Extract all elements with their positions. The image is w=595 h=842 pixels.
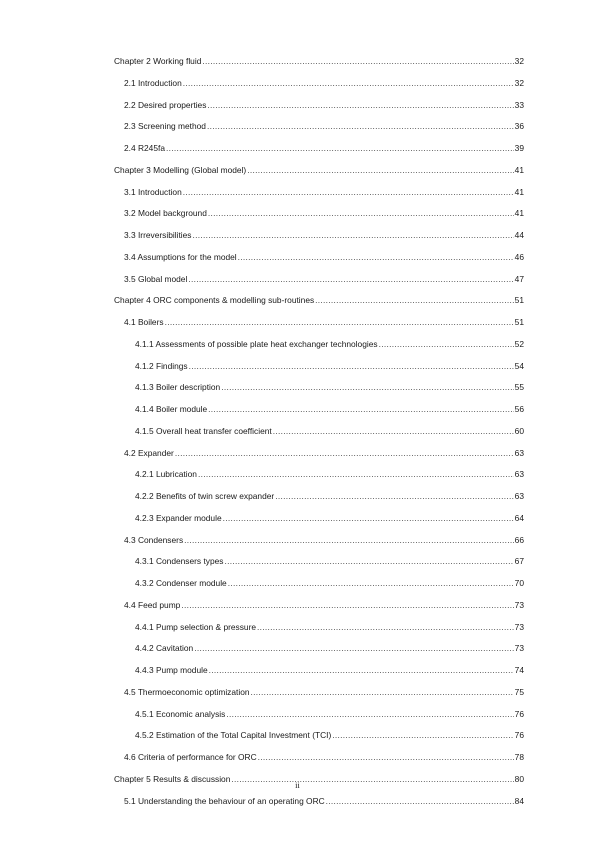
toc-entry[interactable] <box>124 76 524 90</box>
toc-dot-leader <box>257 620 514 634</box>
toc-entry-page: 78 <box>514 752 524 762</box>
toc-entry[interactable] <box>124 228 524 242</box>
toc-entry[interactable] <box>124 141 524 155</box>
toc-entry-title: 2.2 Desired properties <box>124 99 207 110</box>
toc-entry[interactable] <box>124 119 524 133</box>
toc-dot-leader <box>166 141 514 155</box>
toc-entry-title: 4.3.1 Condensers types <box>135 556 224 567</box>
toc-entry-page: 56 <box>514 404 524 414</box>
toc-entry[interactable] <box>135 359 524 373</box>
toc-entry[interactable] <box>114 163 524 177</box>
toc-entry-page: 41 <box>514 208 524 219</box>
toc-dot-leader <box>207 98 513 112</box>
toc-entry[interactable] <box>124 250 524 264</box>
toc-entry-page: 75 <box>514 686 524 697</box>
toc-entry[interactable] <box>135 511 524 525</box>
toc-dot-leader <box>189 359 514 373</box>
toc-dot-leader <box>202 54 513 68</box>
toc-entry-page: 63 <box>514 447 524 458</box>
toc-entry-title: 4.2.3 Expander module <box>135 512 222 523</box>
toc-entry[interactable] <box>135 641 524 655</box>
toc-dot-leader <box>223 511 514 525</box>
toc-entry-title: Chapter 5 Results & discussion <box>114 773 231 784</box>
toc-entry-page: 46 <box>514 251 524 262</box>
toc-dot-leader <box>238 250 514 264</box>
toc-entry-title: 5.1 Understanding the behaviour of an operating ORC <box>124 795 325 806</box>
toc-entry-title: 3.4 Assumptions for the model <box>124 251 237 262</box>
toc-entry[interactable] <box>135 467 524 481</box>
toc-entry[interactable] <box>124 446 524 460</box>
toc-entry[interactable] <box>135 380 524 394</box>
toc-entry-title: 4.1.5 Overall heat transfer coefficient <box>135 425 272 436</box>
toc-entry-title: 4.1.2 Findings <box>135 360 188 371</box>
toc-entry[interactable] <box>135 554 524 568</box>
toc-entry-title: 3.5 Global model <box>124 273 188 284</box>
toc-entry-page: 51 <box>514 295 524 306</box>
toc-entry[interactable] <box>124 598 524 612</box>
toc-dot-leader <box>379 337 514 351</box>
toc-dot-leader <box>258 750 514 764</box>
toc-entry-title: 2.1 Introduction <box>124 77 182 88</box>
toc-dot-leader <box>273 424 514 438</box>
toc-dot-leader <box>193 228 514 242</box>
toc-entry-page: 33 <box>514 99 524 110</box>
toc-dot-leader <box>194 641 513 655</box>
toc-entry-page: 73 <box>514 621 524 632</box>
toc-entry-page: 39 <box>514 143 524 153</box>
toc-dot-leader <box>165 315 514 329</box>
toc-entry-title: 4.6 Criteria of performance for ORC <box>124 752 257 762</box>
toc-entry-title: 4.5.2 Estimation of the Total Capital Investment (TCI) <box>135 730 332 741</box>
toc-entry-title: 4.4.1 Pump selection & pressure <box>135 621 257 632</box>
toc-entry-page: 47 <box>514 273 524 284</box>
toc-entry[interactable] <box>124 185 524 199</box>
toc-entry[interactable] <box>114 54 524 68</box>
toc-entry-page: 73 <box>514 599 524 610</box>
toc-entry-page: 64 <box>514 512 524 523</box>
toc-dot-leader <box>208 402 514 416</box>
toc-entry-page: 52 <box>514 338 524 349</box>
toc-entry-title: 4.1.1 Assessments of possible plate heat exchanger technologies <box>135 338 378 349</box>
toc-entry-title: 4.1.3 Boiler description <box>135 382 221 393</box>
toc-dot-leader <box>175 446 514 460</box>
toc-entry-page: 84 <box>514 795 524 806</box>
toc-entry-page: 55 <box>514 382 524 393</box>
toc-dot-leader <box>228 576 514 590</box>
page-number: ii <box>295 781 300 790</box>
toc-entry[interactable] <box>135 620 524 634</box>
toc-entry-page: 41 <box>514 164 524 175</box>
toc-entry-title: 4.2.1 Lubrication <box>135 469 197 480</box>
toc-entry-title: 3.3 Irreversibilities <box>124 230 192 240</box>
toc-entry[interactable] <box>114 293 524 307</box>
toc-entry-page: 66 <box>514 534 524 545</box>
toc-entry-page: 36 <box>514 121 524 132</box>
toc-entry[interactable] <box>124 206 524 220</box>
toc-entry-title: 4.4.3 Pump module <box>135 665 208 675</box>
toc-entry[interactable] <box>135 663 524 677</box>
toc-entry-title: 4.1 Boilers <box>124 317 164 327</box>
toc-entry[interactable] <box>135 576 524 590</box>
toc-entry-page: 67 <box>514 556 524 567</box>
toc-dot-leader <box>183 76 514 90</box>
toc-entry[interactable] <box>135 728 524 742</box>
toc-entry-title: 4.2 Expander <box>124 447 174 458</box>
toc-dot-leader <box>208 206 514 220</box>
toc-entry-page: 54 <box>514 360 524 371</box>
toc-entry-page: 63 <box>514 491 524 501</box>
toc-entry[interactable] <box>124 794 524 808</box>
toc-dot-leader <box>275 489 513 503</box>
toc-entry-page: 44 <box>514 230 524 240</box>
toc-entry[interactable] <box>135 402 524 416</box>
toc-entry-page: 80 <box>514 773 524 784</box>
toc-entry-page: 41 <box>514 186 524 197</box>
toc-entry-title: 2.3 Screening method <box>124 121 206 132</box>
toc-entry-page: 60 <box>514 425 524 436</box>
toc-entry-page: 76 <box>514 708 524 719</box>
toc-entry-title: 4.3.2 Condenser module <box>135 578 227 588</box>
toc-dot-leader <box>247 163 513 177</box>
toc-entry-page: 63 <box>514 469 524 480</box>
toc-entry-title: 4.4.2 Cavitation <box>135 643 194 654</box>
toc-dot-leader <box>207 119 514 133</box>
toc-entry-title: 3.1 Introduction <box>124 186 182 197</box>
toc-entry-page: 32 <box>514 77 524 88</box>
toc-entry[interactable] <box>124 750 524 764</box>
toc-dot-leader <box>209 663 514 677</box>
toc-entry[interactable] <box>135 707 524 721</box>
toc-dot-leader <box>251 685 514 699</box>
toc-entry[interactable] <box>124 98 524 112</box>
toc-dot-leader <box>224 554 513 568</box>
toc-entry[interactable] <box>124 533 524 547</box>
toc-entry-title: 4.4 Feed pump <box>124 599 181 610</box>
toc-entry-title: 4.3 Condensers <box>124 534 184 545</box>
toc-entry[interactable] <box>135 424 524 438</box>
toc-entry-page: 70 <box>514 578 524 588</box>
toc-entry-title: 3.2 Model background <box>124 208 207 219</box>
toc-dot-leader <box>315 293 514 307</box>
toc-entry-page: 51 <box>514 317 524 327</box>
toc-dot-leader <box>183 185 514 199</box>
toc-entry-page: 76 <box>514 730 524 741</box>
toc-entry-page: 73 <box>514 643 524 654</box>
toc-dot-leader <box>221 380 513 394</box>
toc-entry-title: 4.5.1 Economic analysis <box>135 708 226 719</box>
toc-entry-page: 32 <box>514 56 524 66</box>
toc-dot-leader <box>326 794 514 808</box>
toc-entry-title: 4.2.2 Benefits of twin screw expander <box>135 491 275 501</box>
toc-entry[interactable] <box>135 489 524 503</box>
toc-dot-leader <box>188 272 513 286</box>
toc-dot-leader <box>226 707 513 721</box>
toc-entry-title: Chapter 3 Modelling (Global model) <box>114 164 247 175</box>
toc-dot-leader <box>198 467 514 481</box>
toc-dot-leader <box>181 598 513 612</box>
toc-entry[interactable] <box>124 685 524 699</box>
toc-entry-title: 2.4 R245fa <box>124 143 165 153</box>
toc-dot-leader <box>184 533 514 547</box>
toc-entry[interactable] <box>124 272 524 286</box>
toc-entry[interactable] <box>135 337 524 351</box>
toc-entry-title: 4.5 Thermoeconomic optimization <box>124 686 250 697</box>
toc-dot-leader <box>332 728 513 742</box>
toc-entry-title: 4.1.4 Boiler module <box>135 404 208 414</box>
toc-entry-title: Chapter 4 ORC components & modelling sub-routines <box>114 295 315 306</box>
toc-entry-title: Chapter 2 Working fluid <box>114 56 202 66</box>
toc-entry-page: 74 <box>514 665 524 675</box>
toc-entry[interactable] <box>124 315 524 329</box>
